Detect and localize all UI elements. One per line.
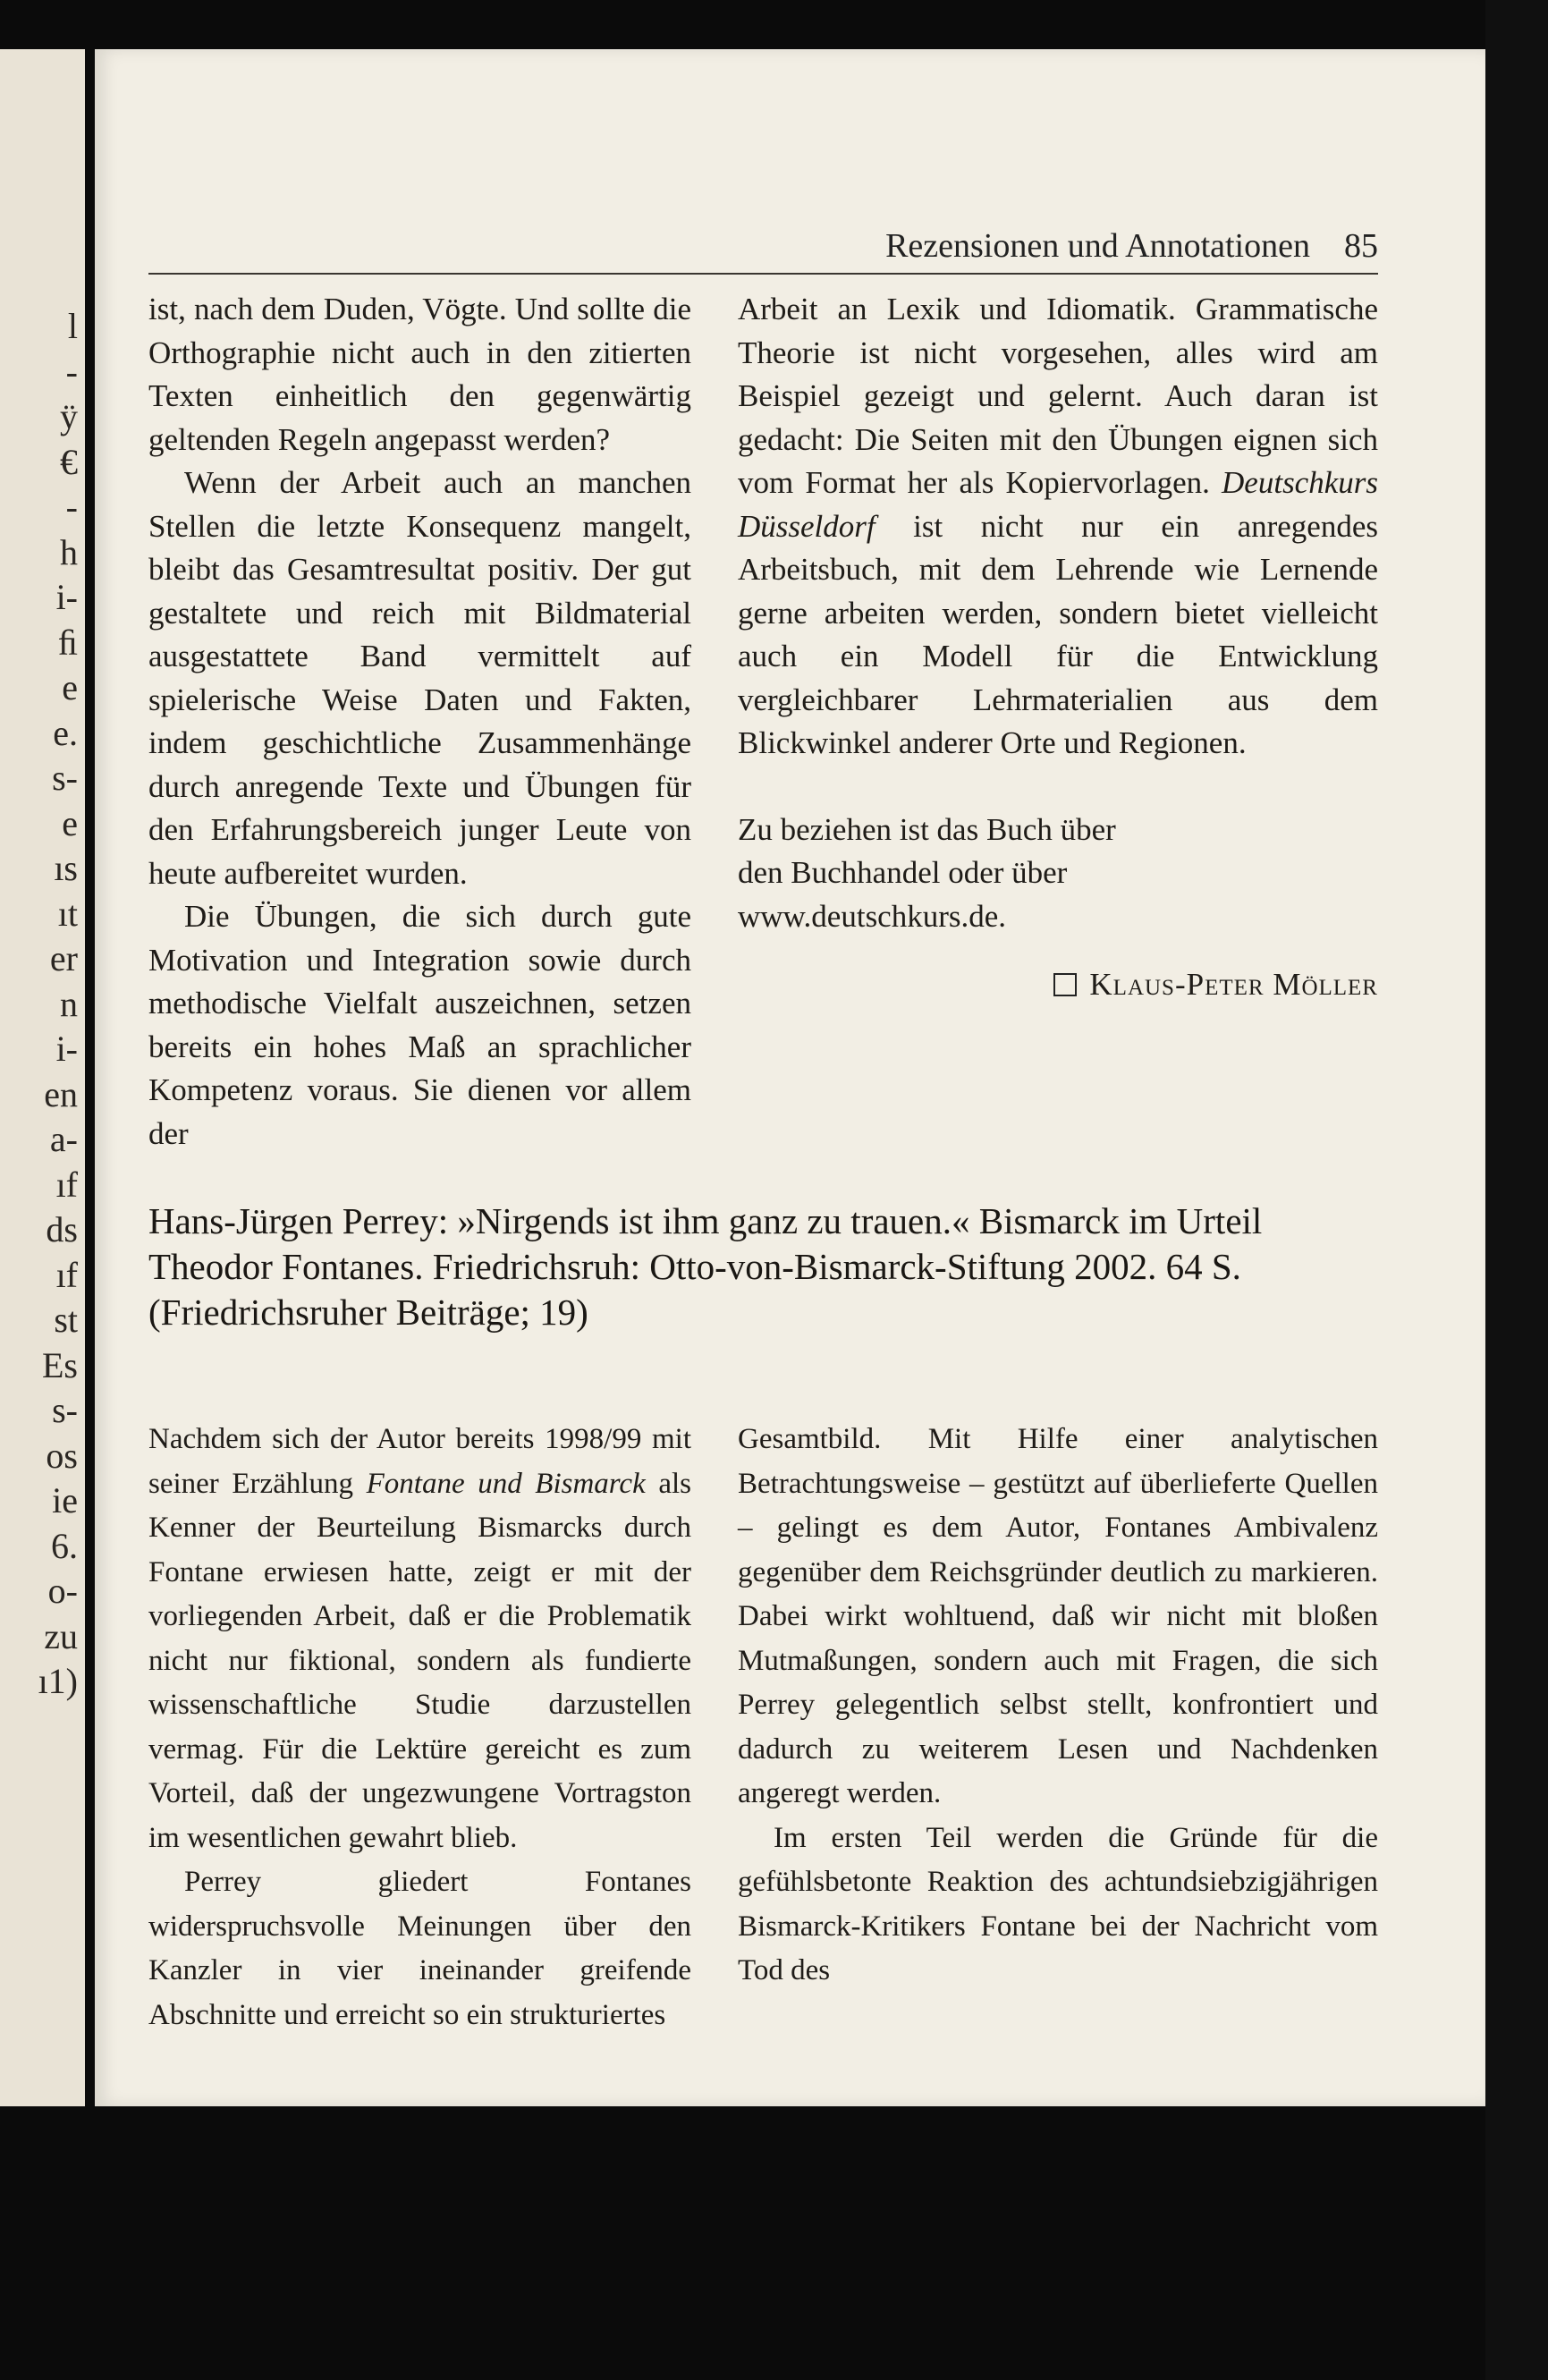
review1-column-left xyxy=(148,288,691,1156)
edge-fragment: ÿ xyxy=(60,396,78,436)
text-run: als Kenner der Beurteilung Bismarcks durch Fontane erwiesen hatte, zeigt er mit der vorliegenden Arbeit, daß er die Problematik nicht nur fiktional, sondern als fundierte wissenschaftliche Studie darzustellen vermag. Für die Lektüre gereicht es zum Vorteil, daß der ungezwungene Vortragston im wesentlichen gewahrt blieb. xyxy=(148,1467,692,1854)
text-run: Nachdem sich der Autor bereits 1998/99 mit seiner Erzählung xyxy=(148,1423,691,1500)
edge-fragment: ie xyxy=(52,1480,78,1520)
edge-fragment: e xyxy=(62,667,78,707)
edge-fragment: € xyxy=(60,441,78,482)
edge-fragment: ıf xyxy=(55,1164,78,1205)
book-title-italic: Fontane und Bismarck xyxy=(366,1467,646,1500)
scan-background xyxy=(1485,0,1548,2380)
paragraph xyxy=(148,1418,691,1860)
running-title: Rezensionen und Annotationen xyxy=(885,227,1310,265)
edge-fragment: ıt xyxy=(57,893,78,934)
text-run: Arbeit an Lexik und Idiomatik. Grammatische Theorie ist nicht vorgesehen, alles wird am Beispiel gezeigt und gelernt. Auch daran ist gedacht: Die Seiten mit den Übungen eignen sich vom Format her als Kopiervorlagen. xyxy=(738,292,1378,500)
edge-fragment: e xyxy=(62,802,78,843)
paragraph: Im ersten Teil werden die Gründe für die gefühlsbetonte Reaktion des achtundsiebzigjährigen Bismarck-Kritikers Fontane bei der Nachricht vom Tod des xyxy=(738,1821,1378,1986)
edge-fragment: os xyxy=(46,1435,78,1476)
paragraph: ist, nach dem Duden, Vögte. Und sollte die Orthographie nicht auch in den zitierten Texten einheitlich den gegenwärtig geltenden Regeln angepasst werden? xyxy=(148,292,691,457)
source-line: Zu beziehen ist das Buch über xyxy=(738,811,1116,847)
paragraph: Perrey gliedert Fontanes widerspruchsvolle Meinungen über den Kanzler in vier ineinander greifende Abschnitte und erreicht so ein strukturiertes xyxy=(148,1866,691,2031)
book-title-italic: Deutschkurs Düsseldorf xyxy=(738,465,1378,544)
facing-page-edge xyxy=(0,49,85,2106)
book-page xyxy=(95,49,1485,2106)
edge-fragment: Es xyxy=(42,1344,78,1385)
source-line: www.deutschkurs.de. xyxy=(738,898,1007,934)
review1-column-right xyxy=(738,288,1378,1007)
review2-heading: Hans-Jürgen Perrey: »Nirgends ist ihm ganz zu trauen.« Bismarck im Urteil Theodor Fontanes. Friedrichsruh: Otto-von-Bismarck-Stiftung 2002. 64 S. (Friedrichsruher Beiträge; 19) xyxy=(148,1200,1263,1333)
edge-fragment: ﬁ xyxy=(57,622,78,663)
paragraph: Wenn der Arbeit auch an manchen Stellen die letzte Konsequenz mangelt, bleibt das Gesamtresultat positiv. Der gut gestaltete und reich mit Bildmaterial ausgestattete Band vermittelt auf spielerische Weise Daten und Fakten, indem geschichtliche Zusammenhänge durch anregende Texte und Übungen für den Erfahrungsbereich junger Leute von heute aufbereitet wurden. xyxy=(148,465,691,891)
edge-fragment: ıs xyxy=(54,848,78,888)
source-line: den Buchhandel oder über xyxy=(738,855,1068,890)
edge-fragment: st xyxy=(54,1300,78,1340)
edge-fragment: h xyxy=(60,531,78,572)
reviewer-name: Klaus-Peter Möller xyxy=(1089,967,1378,1002)
edge-fragment: - xyxy=(65,351,78,392)
edge-fragment: s- xyxy=(52,1390,78,1430)
edge-fragment: er xyxy=(49,938,78,978)
running-header xyxy=(148,219,1378,275)
page-number: 85 xyxy=(1344,227,1378,265)
edge-fragment: n xyxy=(60,983,78,1024)
facing-page-text-fragments xyxy=(38,49,78,2361)
square-icon xyxy=(1053,973,1077,996)
edge-fragment: ıf xyxy=(55,1254,78,1295)
review2-column-left xyxy=(148,1418,691,2037)
review2-column-right xyxy=(738,1418,1378,1994)
edge-fragment: i- xyxy=(55,577,78,617)
edge-fragment: s- xyxy=(52,758,78,798)
source-note xyxy=(738,809,1378,939)
edge-fragment: l xyxy=(67,306,78,346)
edge-fragment: - xyxy=(65,487,78,527)
paragraph: Gesamtbild. Mit Hilfe einer analytischen Betrachtungsweise – gestützt auf überlieferte Quellen – gelingt es dem Autor, Fontanes Ambivalenz gegenüber dem Reichsgründer deutlich zu markieren. Dabei wirkt wohltuend, daß wir nicht mit bloßen Mutmaßungen, sondern auch mit Fragen, die sich Perrey gelegentlich selbst stellt, konfrontiert und dadurch zu weiterem Lesen und Nachdenken angeregt werden. xyxy=(738,1423,1378,1809)
edge-fragment: zu xyxy=(44,1615,78,1656)
reviewer-signature xyxy=(738,963,1378,1007)
paragraph: Die Übungen, die sich durch gute Motivation und Integration sowie durch methodische Vielfalt auszeichnen, setzen bereits ein hohes Maß an sprachlicher Kompetenz voraus. Sie dienen vor allem der xyxy=(148,899,691,1151)
edge-fragment: ı1) xyxy=(38,1661,78,1701)
header-text xyxy=(885,226,1378,266)
paragraph xyxy=(738,288,1378,766)
edge-fragment: a- xyxy=(49,1119,78,1159)
edge-fragment: ds xyxy=(46,1209,78,1249)
edge-fragment: 6. xyxy=(51,1525,78,1566)
text-run: ist nicht nur ein anregendes Arbeitsbuch, mit dem Lehrende wie Lernende gerne arbeiten werden, sondern bietet vielleicht auch ein Modell für die Entwicklung vergleichbarer Lehrmaterialien aus dem Blickwinkel anderer Orte und Regionen. xyxy=(738,508,1378,760)
edge-fragment: o- xyxy=(47,1571,78,1611)
edge-fragment: e. xyxy=(53,712,78,753)
edge-fragment: i- xyxy=(55,1029,78,1069)
edge-fragment: en xyxy=(44,1073,78,1114)
